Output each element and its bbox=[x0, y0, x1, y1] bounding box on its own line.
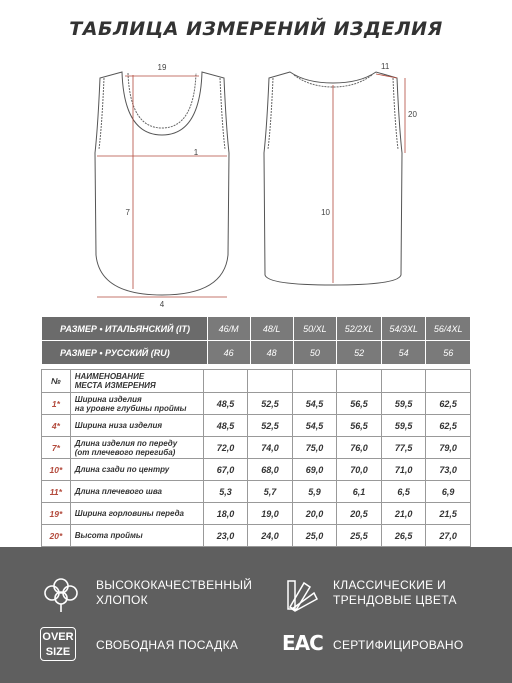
row-value: 56,5 bbox=[337, 393, 382, 415]
label-7: 7 bbox=[125, 208, 130, 217]
row-value: 77,5 bbox=[381, 437, 426, 459]
name-header bbox=[70, 370, 203, 393]
row-value: 5,7 bbox=[248, 481, 293, 503]
row-value: 25,0 bbox=[292, 525, 337, 547]
size-ru-value: 54 bbox=[381, 341, 426, 365]
front-view bbox=[95, 72, 229, 295]
row-value: 54,5 bbox=[292, 393, 337, 415]
feature-colors: КЛАССИЧЕСКИЕ И ТРЕНДОВЫЕ ЦВЕТА bbox=[333, 578, 457, 607]
row-value: 56,5 bbox=[337, 415, 382, 437]
size-ru-value: 56 bbox=[426, 341, 471, 365]
row-value: 62,5 bbox=[426, 415, 471, 437]
size-row-it bbox=[42, 317, 471, 341]
measurement-table bbox=[41, 369, 471, 547]
oversize-icon: OVER SIZE bbox=[40, 627, 76, 661]
size-ru-value: 48 bbox=[250, 341, 293, 365]
size-it-value: 46/M bbox=[207, 317, 250, 341]
size-row-ru bbox=[42, 341, 471, 365]
name-header-line1: НАИМЕНОВАНИЕ bbox=[74, 372, 145, 381]
label-1: 1 bbox=[193, 148, 199, 157]
feature-fit: СВОБОДНАЯ ПОСАДКА bbox=[96, 638, 239, 652]
row-value: 48,5 bbox=[203, 415, 248, 437]
row-value: 24,0 bbox=[248, 525, 293, 547]
size-it-value: 52/2XL bbox=[337, 317, 382, 341]
row-index: 19* bbox=[42, 503, 71, 525]
size-ru-value: 46 bbox=[207, 341, 250, 365]
measurement-rows bbox=[42, 393, 471, 547]
row-name bbox=[70, 503, 203, 525]
row-name bbox=[70, 525, 203, 547]
row-value: 6,5 bbox=[381, 481, 426, 503]
row-name bbox=[70, 415, 203, 437]
size-ru-value: 50 bbox=[293, 341, 337, 365]
table-row bbox=[42, 481, 471, 503]
row-value: 52,5 bbox=[248, 393, 293, 415]
row-value: 6,1 bbox=[337, 481, 382, 503]
table-row bbox=[42, 393, 471, 415]
row-name-line2: на уровне глубины проймы bbox=[74, 403, 187, 413]
row-value: 26,5 bbox=[381, 525, 426, 547]
size-ru-value: 52 bbox=[337, 341, 382, 365]
row-name bbox=[70, 459, 203, 481]
size-it-value: 50/XL bbox=[293, 317, 337, 341]
row-value: 75,0 bbox=[292, 437, 337, 459]
row-value: 48,5 bbox=[203, 393, 248, 415]
row-value: 69,0 bbox=[292, 459, 337, 481]
row-value: 62,5 bbox=[426, 393, 471, 415]
row-value: 52,5 bbox=[248, 415, 293, 437]
label-4: 4 bbox=[159, 300, 165, 307]
row-name bbox=[70, 437, 203, 459]
row-value: 21,5 bbox=[426, 503, 471, 525]
row-value: 18,0 bbox=[203, 503, 248, 525]
row-name bbox=[70, 481, 203, 503]
size-table bbox=[41, 316, 471, 365]
row-value: 59,5 bbox=[381, 393, 426, 415]
row-index: 7* bbox=[42, 437, 71, 459]
row-value: 6,9 bbox=[426, 481, 471, 503]
row-value: 74,0 bbox=[248, 437, 293, 459]
row-value: 20,5 bbox=[337, 503, 382, 525]
row-value: 25,5 bbox=[337, 525, 382, 547]
row-value: 21,0 bbox=[381, 503, 426, 525]
row-value: 5,9 bbox=[292, 481, 337, 503]
row-value: 76,0 bbox=[337, 437, 382, 459]
measurement-header-row bbox=[42, 370, 471, 393]
size-it-value: 54/3XL bbox=[381, 317, 426, 341]
row-value: 72,0 bbox=[203, 437, 248, 459]
row-name-line1: Высота проймы bbox=[74, 531, 143, 540]
row-name-line1: Длина изделия по переду bbox=[74, 438, 178, 448]
row-value: 67,0 bbox=[203, 459, 248, 481]
row-index: 4* bbox=[42, 415, 71, 437]
label-11: 11 bbox=[381, 62, 390, 71]
row-value: 19,0 bbox=[248, 503, 293, 525]
garment-diagram bbox=[0, 45, 512, 307]
feature-cert: СЕРТИФИЦИРОВАНО bbox=[333, 638, 464, 652]
row-name-line1: Длина плечевого шва bbox=[74, 487, 162, 496]
row-name-line1: Длина сзади по центру bbox=[74, 465, 170, 474]
table-row bbox=[42, 503, 471, 525]
row-name-line2: (от плечевого перегиба) bbox=[74, 447, 176, 457]
size-ru-label: РАЗМЕР • РУССКИЙ (RU) bbox=[42, 341, 208, 365]
row-value: 59,5 bbox=[381, 415, 426, 437]
row-name-line1: Ширина горловины переда bbox=[74, 509, 184, 518]
size-it-value: 56/4XL bbox=[426, 317, 471, 341]
features-footer bbox=[0, 547, 512, 683]
color-palette-icon bbox=[280, 573, 322, 613]
name-header-line2: МЕСТА ИЗМЕРЕНИЯ bbox=[74, 381, 156, 390]
feature-cotton: ВЫСОКОКАЧЕСТВЕННЫЙ ХЛОПОК bbox=[96, 578, 253, 607]
label-19: 19 bbox=[157, 63, 167, 72]
row-index: 11* bbox=[42, 481, 71, 503]
row-value: 68,0 bbox=[248, 459, 293, 481]
eac-icon: EAC bbox=[282, 631, 323, 655]
row-index: 10* bbox=[42, 459, 71, 481]
page-title: ТАБЛИЦА ИЗМЕРЕНИЙ ИЗДЕЛИЯ bbox=[69, 18, 443, 40]
cotton-icon bbox=[40, 573, 82, 613]
label-10: 10 bbox=[321, 208, 330, 217]
num-header: № bbox=[42, 370, 71, 393]
row-value: 73,0 bbox=[426, 459, 471, 481]
row-name bbox=[70, 393, 203, 415]
table-row bbox=[42, 437, 471, 459]
row-value: 79,0 bbox=[426, 437, 471, 459]
row-name-line1: Ширина изделия bbox=[74, 394, 142, 404]
row-value: 54,5 bbox=[292, 415, 337, 437]
row-value: 5,3 bbox=[203, 481, 248, 503]
row-value: 27,0 bbox=[426, 525, 471, 547]
row-index: 20* bbox=[42, 525, 71, 547]
size-it-value: 48/L bbox=[250, 317, 293, 341]
table-row bbox=[42, 415, 471, 437]
size-it-label: РАЗМЕР • ИТАЛЬЯНСКИЙ (IT) bbox=[42, 317, 208, 341]
row-name-line1: Ширина низа изделия bbox=[74, 421, 163, 430]
table-row bbox=[42, 525, 471, 547]
row-value: 70,0 bbox=[337, 459, 382, 481]
row-value: 20,0 bbox=[292, 503, 337, 525]
row-value: 71,0 bbox=[381, 459, 426, 481]
row-value: 23,0 bbox=[203, 525, 248, 547]
row-index: 1* bbox=[42, 393, 71, 415]
label-20: 20 bbox=[408, 110, 417, 119]
table-row bbox=[42, 459, 471, 481]
